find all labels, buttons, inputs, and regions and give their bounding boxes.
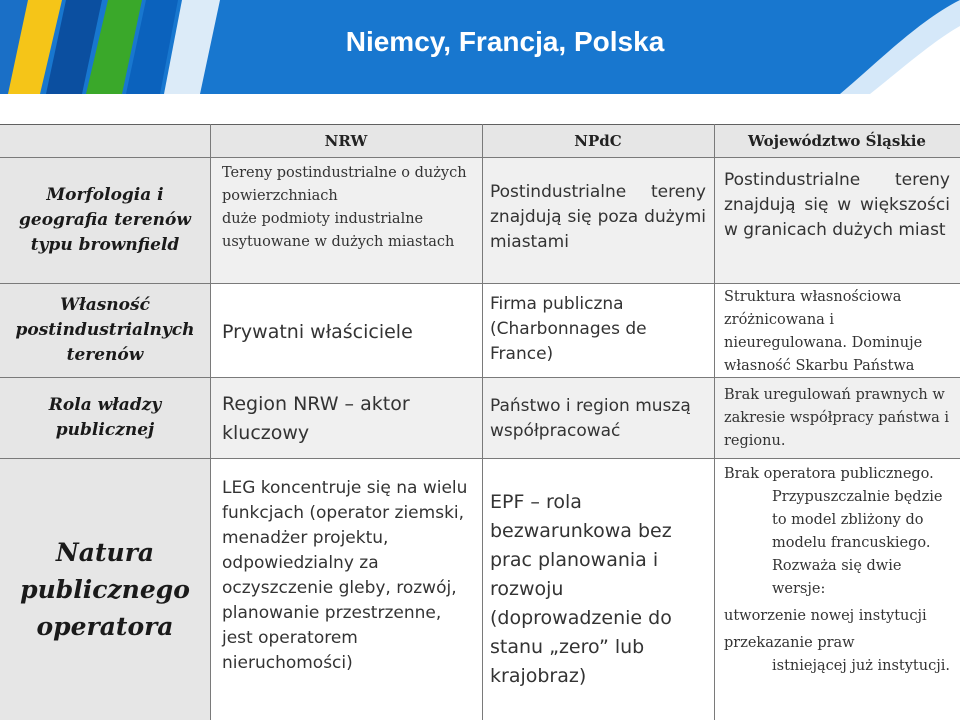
divider <box>482 124 483 720</box>
column-header-slaskie: Województwo Śląskie <box>748 132 926 150</box>
cell-npdc-natura: EPF – rola bezwarunkowa bez prac planowania i rozwoju (doprowadzenie do stanu „zero” lub krajobraz) <box>490 491 672 687</box>
cell-nrw-morfologia-line1: Tereny postindustrialne o dużych powierzchniach <box>222 165 467 204</box>
cell-slaskie-natura <box>724 463 956 678</box>
slaskie-natura-lead: Brak operatora publicznego. <box>724 466 934 482</box>
divider <box>0 283 960 284</box>
cell-nrw-morfologia <box>222 162 472 254</box>
slide-header <box>0 0 960 94</box>
slaskie-natura-opt2b: istniejącej już instytucji. <box>772 658 950 674</box>
cell-nrw-natura: LEG koncentruje się na wielu funkcjach (operator ziemski, menadżer projektu, odpowiedzialny za oczyszczenie gleby, rozwój, planowanie przestrzenne, jest operatorem nieruchomości) <box>222 478 468 673</box>
comparison-table <box>0 124 960 720</box>
divider <box>0 157 960 158</box>
cell-npdc-wlasnosc: Firma publiczna (Charbonnages de France) <box>490 294 647 364</box>
column-header-nrw: NRW <box>324 132 368 150</box>
cell-npdc-morfologia: Postindustrialne tereny znajdują się poza dużymi miastami <box>490 182 706 252</box>
slaskie-natura-opt1: utworzenie nowej instytucji <box>724 608 927 624</box>
divider <box>0 458 960 459</box>
row-header-morfologia: Morfologia i geografia terenów typu brownfield <box>0 157 210 283</box>
cell-nrw-morfologia-line2: duże podmioty industrialne usytuowane w dużych miastach <box>222 211 455 250</box>
divider <box>0 377 960 378</box>
column-header-npdc: NPdC <box>574 132 622 150</box>
slide-title: Niemcy, Francja, Polska <box>345 26 665 57</box>
row-header-natura: Natura publicznego operatora <box>0 458 210 720</box>
cell-slaskie-rola: Brak uregulowań prawnych w zakresie współpracy państwa i regionu. <box>724 387 950 449</box>
divider <box>714 124 715 720</box>
row-header-rola: Rola władzy publicznej <box>0 377 210 458</box>
cell-slaskie-morfologia: Postindustrialne tereny znajdują się w większości w granicach dużych miast <box>724 170 950 240</box>
cell-nrw-rola: Region NRW – aktor kluczowy <box>222 393 410 444</box>
slaskie-natura-opt2a: przekazanie praw <box>724 635 855 651</box>
row-header-wlasnosc: Własność postindustrialnych terenów <box>0 283 210 377</box>
cell-npdc-rola: Państwo i region muszą współpracować <box>490 396 691 441</box>
slaskie-natura-sub1: Przypuszczalnie będzie to model zbliżony do modelu francuskiego. <box>772 489 943 551</box>
table-header-row <box>0 124 960 158</box>
slaskie-natura-sub2: Rozważa się dwie wersje: <box>772 558 902 597</box>
cell-nrw-wlasnosc: Prywatni właściciele <box>222 321 413 343</box>
cell-slaskie-wlasnosc: Struktura własnościowa zróżnicowana i nieuregulowana. Dominuje własność Skarbu Państwa <box>724 289 923 374</box>
divider <box>210 124 211 720</box>
